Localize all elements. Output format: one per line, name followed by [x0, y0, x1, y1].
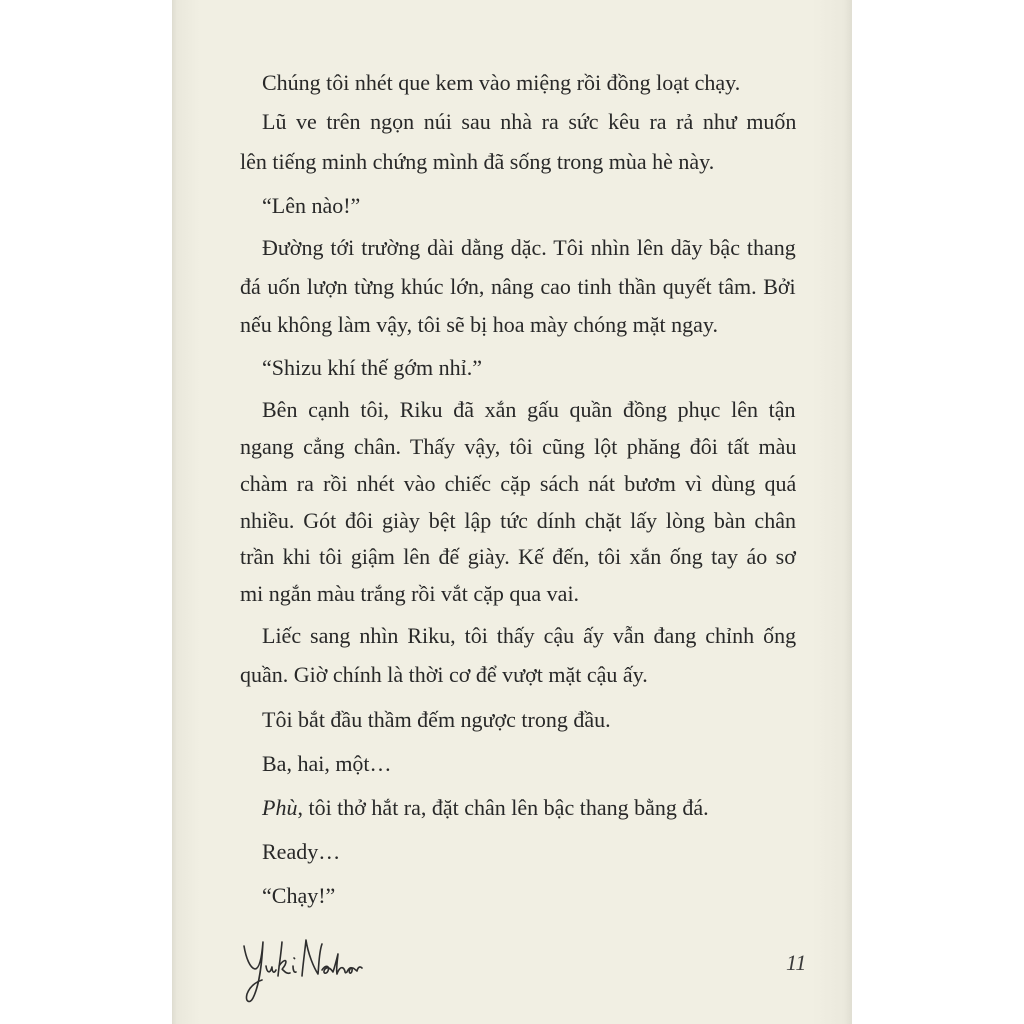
text-line: mi ngắn màu trắng rồi vắt cặp qua vai. [240, 581, 580, 606]
text-line [262, 794, 709, 822]
text-line: nếu không làm vậy, tôi sẽ bị hoa mày chóng mặt ngay. [240, 312, 718, 337]
dialogue-line: “Chạy!” [262, 883, 336, 908]
author-signature [236, 936, 366, 1006]
page-number: 11 [786, 950, 807, 975]
text-line: Tôi bắt đầu thầm đếm ngược trong đầu. [262, 707, 611, 732]
text-line: lên tiếng minh chứng mình đã sống trong mùa hè này. [240, 149, 715, 174]
emphasis-word: Phù [262, 795, 298, 820]
text-line: trần khi tôi giậm lên đế giày. Kế đến, tôi xắn ống tay áo sơ [240, 544, 796, 569]
line-text: , tôi thở hắt ra, đặt chân lên bậc thang bằng đá. [297, 795, 709, 820]
text-line: đá uốn lượn từng khúc lớn, nâng cao tinh thần quyết tâm. Bởi [240, 274, 796, 299]
text-line: quần. Giờ chính là thời cơ để vượt mặt cậu ấy. [240, 662, 648, 687]
text-line: Ready… [262, 839, 341, 864]
text-line: nhiều. Gót đôi giày bệt lập tức dính chặt lấy lòng bàn chân [240, 508, 796, 533]
text-line: Chúng tôi nhét que kem vào miệng rồi đồng loạt chạy. [262, 70, 741, 95]
text-line: Bên cạnh tôi, Riku đã xắn gấu quần đồng phục lên tận [262, 397, 796, 422]
text-line: Lũ ve trên ngọn núi sau nhà ra sức kêu ra rả như muốn [262, 109, 797, 134]
dialogue-line: “Shizu khí thế gớm nhỉ.” [262, 355, 482, 380]
dialogue-line: “Lên nào!” [262, 193, 361, 218]
text-line: Ba, hai, một… [262, 751, 392, 776]
text-line: Liếc sang nhìn Riku, tôi thấy cậu ấy vẫn đang chỉnh ống [262, 623, 797, 648]
text-line: ngang cẳng chân. Thấy vậy, tôi cũng lột phăng đôi tất màu [240, 434, 797, 459]
text-line: chàm ra rồi nhét vào chiếc cặp sách nát bươm vì dùng quá [240, 471, 797, 496]
text-line: Đường tới trường dài dằng dặc. Tôi nhìn lên dãy bậc thang [262, 235, 796, 260]
